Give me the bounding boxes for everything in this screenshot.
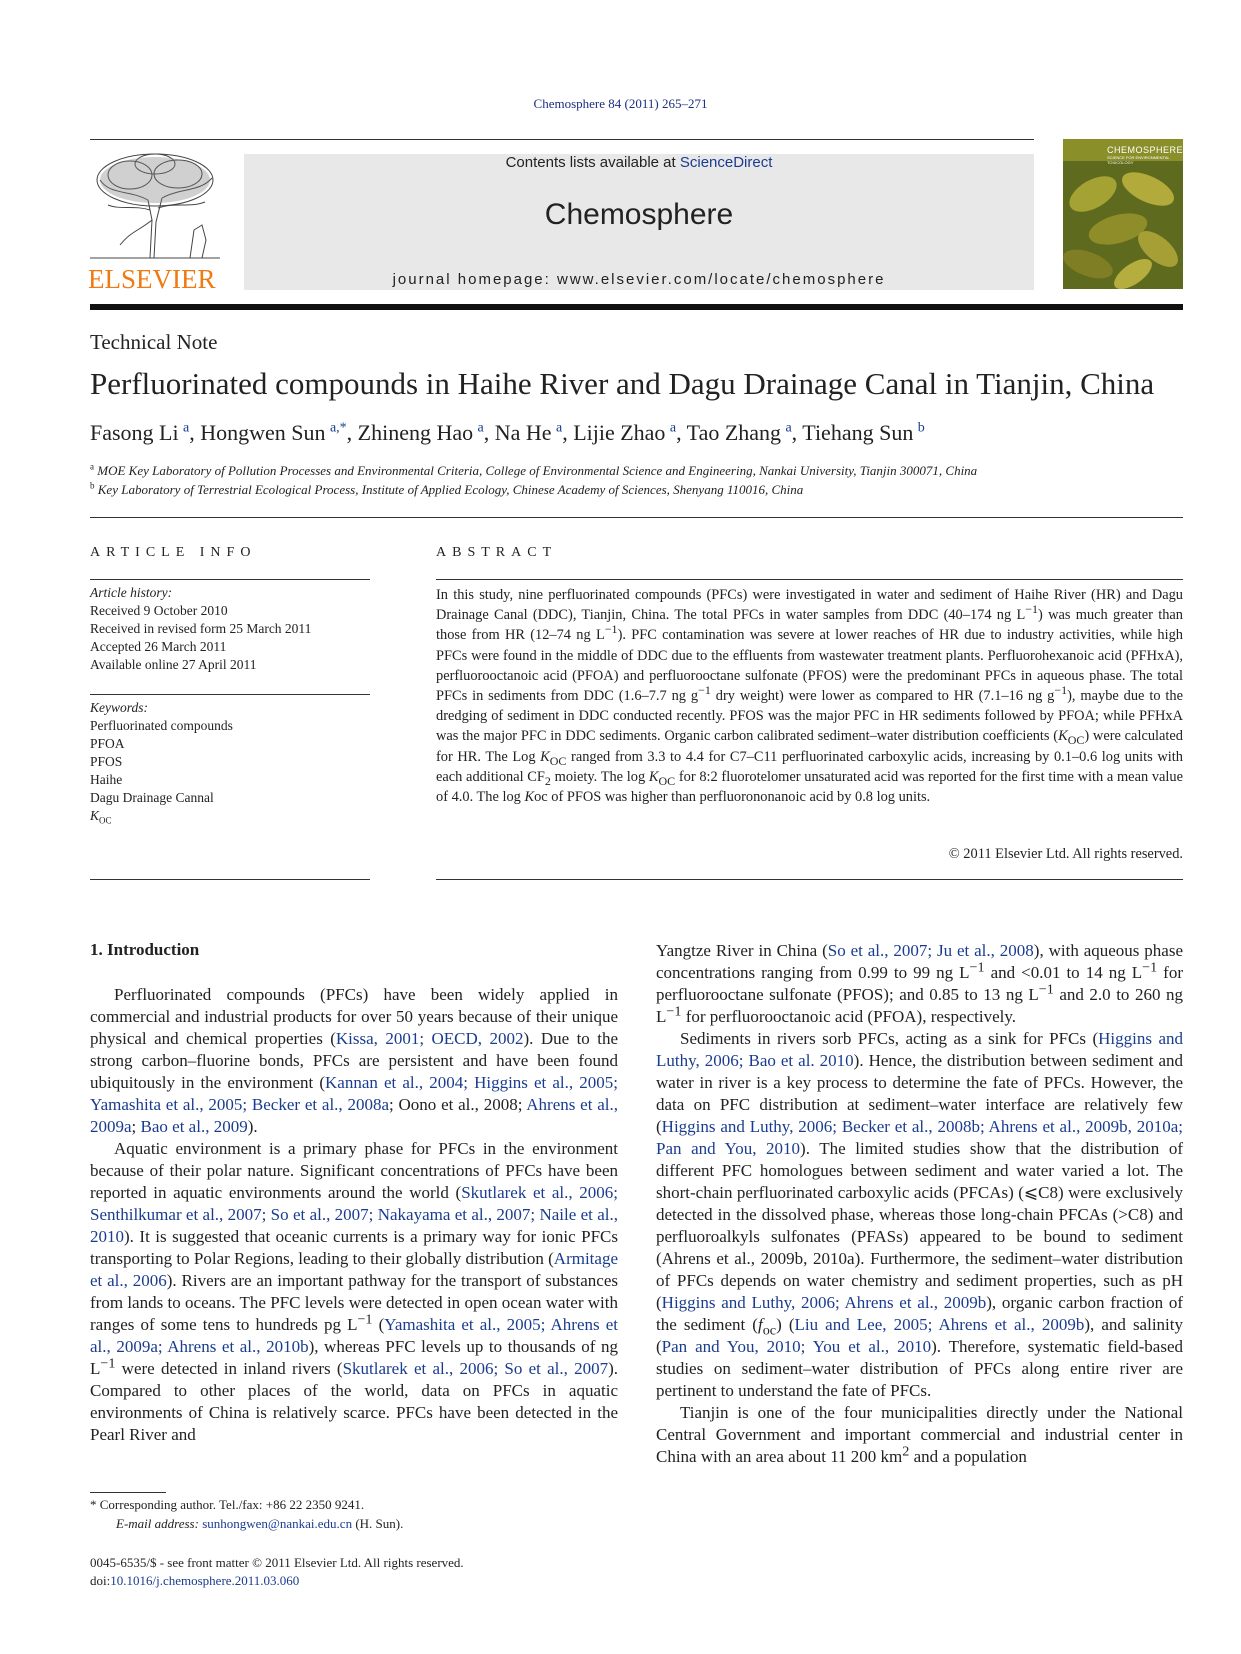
affiliation-rule — [90, 517, 1183, 518]
author-separator: , — [676, 420, 687, 445]
doi-link[interactable]: 10.1016/j.chemosphere.2011.03.060 — [110, 1573, 300, 1588]
author-separator: , — [346, 420, 358, 445]
contents-line — [244, 154, 1034, 171]
keyword: PFOS — [90, 754, 123, 769]
citation-link[interactable]: Kannan et al., 2004; Higgins et al., 2005; Yamashita et al., 2005; Becker et al., 2008a — [90, 1073, 618, 1114]
keyword: PFOA — [90, 736, 125, 751]
author-affiliation-mark[interactable]: a,* — [329, 420, 347, 436]
article-type: Technical Note — [90, 330, 218, 354]
header-rule — [90, 139, 1034, 140]
footnote-rule — [90, 1492, 166, 1493]
history-item: Received 9 October 2010 — [90, 603, 228, 618]
author-separator: , — [562, 420, 574, 445]
citation-link[interactable]: Liu and Lee, 2005; Ahrens et al., 2009b — [794, 1315, 1085, 1334]
article-info-rule — [90, 879, 370, 880]
author-name: Na He — [494, 420, 552, 445]
keyword — [90, 807, 233, 825]
journal-banner — [244, 154, 1034, 290]
citation-link[interactable]: Higgins and Luthy, 2006; Ahrens et al., 2009b — [661, 1293, 987, 1312]
abstract-heading: ABSTRACT — [436, 545, 558, 560]
author-name: Tao Zhang — [686, 420, 782, 445]
citation-link[interactable]: Skutlarek et al., 2006; Senthilkumar et al., 2007; So et al., 2007; Nakayama et al., 2007; Naile et al., 2010 — [90, 1183, 618, 1246]
article-info-rule — [90, 579, 370, 580]
citation-link[interactable]: So et al., 2007; Ju et al., 2008 — [827, 941, 1034, 960]
cover-title: CHEMOSPHERE — [1107, 145, 1184, 155]
affiliation-text: MOE Key Laboratory of Pollution Processes and Environmental Criteria, College of Environmental Science and Engineering, Nankai University, Tianjin 300071, China — [97, 463, 978, 478]
author-affiliation-mark[interactable]: a — [785, 420, 792, 436]
journal-citation[interactable]: Chemosphere 84 (2011) 265–271 — [533, 96, 708, 111]
citation-link[interactable]: Ahrens et al., 2009a — [90, 1095, 618, 1136]
citation-link[interactable]: Pan and You, 2010; You et al., 2010 — [661, 1337, 932, 1356]
author-name: Hongwen Sun — [200, 420, 326, 445]
citation-link[interactable]: Higgins and Luthy, 2006; Bao et al. 2010 — [656, 1029, 1183, 1070]
affiliation-b — [90, 482, 1180, 498]
keyword: Haihe — [90, 772, 123, 787]
abstract-text: In this study, nine perfluorinated compounds (PFCs) were investigated in water and sediment of Haihe River (HR) and Dagu Drainage Canal (DDC), Tianjin, China. The total PFCs in water samples from DDC (40–174 ng $L^{-1}$) was much greater than those from HR (12–74 ng $L^{-1}$). PFC contamination was severe at lower reaches of HR due to industry activities, while high PFCs were found in the middle of DDC due to the effluents from wastewater treatment plants. Perfluorohexanoic acid (PFHxA), perfluorooctanoic acid (PFOA) and perfluorooctane sulfonate (PFOS) were the predominant PFCs in aqueous phase. The total PFCs in sediments from DDC (1.6–7.7 ng $g^{-1}$ dry weight) were lower as compared to HR (7.1–16 ng $g^{-1}$), maybe due to the dredging of sediment in DDC conducted recently. PFOS was the major PFC in HR sediments followed by PFOA; while PFHxA was the major PFC in DDC sediments. Organic carbon calibrated sediment–water distribution coefficients $(K_{OC})$ were calculated for HR. The Log $K_{OC}$ ranged from 3.3 to 4.4 for C7–C11 perfluorinated carboxylic acids, increasing by 0.1–0.6 log units with each additional $CF_2$ moiety. The $\log K_{OC}$ for 8:2 fluorotelomer unsaturated acid was reported for the first time with a mean value of 4.0. The log Koc of PFOS was higher than perfluorononanoic acid by 0.8 log units. — [436, 587, 1184, 806]
paragraph: Yangtze River in China (So et al., 2007; Ju et al., 2008), with aqueous phase concentrations ranging from 0.99 to 99 ng $L^{-1}$ and <0.01 to 14 ng $L^{-1}$ for perfluorooctane sulfonate (PFOS); and 0.85 to 13 ng $L^{-1}$ and 2.0 to 260 ng $L^{-1}$ for perfluorooctanoic acid (PFOA), respectively. — [656, 941, 1183, 1026]
abstract-rule — [436, 579, 1183, 580]
keyword-koc-sub: OC — [99, 815, 112, 826]
email-note — [116, 1516, 403, 1532]
author-name: Tiehang Sun — [802, 420, 914, 445]
keyword: Perfluorinated compounds — [90, 718, 233, 733]
article-info-heading: ARTICLE INFO — [90, 545, 257, 560]
paragraph: Aquatic environment is a primary phase for PFCs in the environment because of their polar nature. Significant concentrations of PFCs have been reported in aquatic environments around the world (Skutlarek et al., 2006; Senthilkumar et al., 2007; So et al., 2007; Nakayama et al., 2007; Naile et al., 2010). It is suggested that oceanic currents is a primary way for ionic PFCs transporting to Polar Regions, leading to their globally distribution (Armitage et al., 2006). Rivers are an important pathway for the transport of substances from lands to oceans. The PFC levels were detected in open ocean water with ranges of some tens to hundreds pg $L^{-1}$ (Yamashita et al., 2005; Ahrens et al., 2009a; Ahrens et al., 2010b), whereas PFC levels up to thousands of ng $L^{-1}$ were detected in inland rivers (Skutlarek et al., 2006; So et al., 2007). Compared to other places of the world, data on PFCs in aquatic environments of China is relatively scarce. PFCs have been detected in the Pearl River and — [90, 1139, 619, 1444]
affiliation-a — [90, 463, 1180, 479]
author-separator: , — [189, 420, 201, 445]
affiliation-mark: a — [90, 461, 94, 472]
email-link[interactable]: sunhongwen@nankai.edu.cn — [202, 1516, 353, 1531]
keyword: Dagu Drainage Cannal — [90, 790, 214, 805]
paragraph: Perfluorinated compounds (PFCs) have been widely applied in commercial and industrial products for over 50 years because of their unique physical and chemical properties (Kissa, 2001; OECD, 2002). Due to the strong carbon–fluorine bonds, PFCs are persistent and have been found ubiquitously in the environment (Kannan et al., 2004; Higgins et al., 2005; Yamashita et al., 2005; Becker et al., 2008a; Oono et al., 2008; Ahrens et al., 2009a; Bao et al., 2009). — [90, 985, 618, 1136]
history-item: Received in revised form 25 March 2011 — [90, 621, 312, 636]
body-column-left — [90, 984, 618, 1446]
body-column-right — [656, 940, 1183, 1468]
author-affiliation-mark[interactable]: b — [917, 420, 925, 436]
doi-line — [90, 1573, 299, 1589]
corresponding-author-note: * Corresponding author. Tel./fax: +86 22 2350 9241. — [90, 1497, 365, 1512]
citation-link[interactable]: Armitage et al., 2006 — [90, 1249, 618, 1290]
author-name: Fasong Li — [90, 420, 179, 445]
article-history — [90, 584, 311, 674]
author-affiliation-mark[interactable]: a — [555, 420, 563, 436]
citation-link[interactable]: Bao et al., 2009 — [140, 1117, 248, 1136]
journal-cover-image — [1063, 139, 1183, 289]
author-separator: , — [791, 420, 803, 445]
paragraph: Sediments in rivers sorb PFCs, acting as a sink for PFCs (Higgins and Luthy, 2006; Bao et al. 2010). Hence, the distribution between sediment and water in river is a key process to determine the fate of PFCs. However, the data on PFC distribution at sediment–water interface are relatively few (Higgins and Luthy, 2006; Becker et al., 2008b; Ahrens et al., 2009b, 2010a; Pan and You, 2010). The limited studies show that the distribution of different PFC homologues between sediment and water varied a lot. The short-chain perfluorinated carboxylic acids (PFCAs) (⩽C8) were exclusively detected in the dissolved phase, whereas those long-chain PFCAs (>C8) and perfluoroalkyls sulfonates (PFASs) appeared to be bound to sediment (Ahrens et al., 2009b, 2010a). Furthermore, the sediment–water distribution of PFCs depends on water chemistry and sediment properties, such as pH (Higgins and Luthy, 2006; Ahrens et al., 2009b), organic carbon fraction of the sediment $(f_{oc})$ (Liu and Lee, 2005; Ahrens et al., 2009b), and salinity (Pan and You, 2010; You et al., 2010). Therefore, systematic field-based studies on sediment–water distribution of PFCs along entire river are pertinent to understand the fate of PFCs. — [656, 1029, 1184, 1400]
affiliation-mark: b — [90, 480, 95, 491]
citation-link[interactable]: Higgins and Luthy, 2006; Becker et al., 2008b; Ahrens et al., 2009b, 2010a; Pan and You, 2010 — [656, 1117, 1183, 1158]
doi-label: doi: — [90, 1573, 111, 1588]
abstract-copyright: © 2011 Elsevier Ltd. All rights reserved. — [948, 846, 1183, 862]
email-suffix: (H. Sun). — [352, 1516, 404, 1531]
article-title: Perfluorinated compounds in Haihe River and Dagu Drainage Canal in Tianjin, China — [90, 366, 1155, 401]
citation-link[interactable]: Kissa, 2001; OECD, 2002 — [335, 1029, 524, 1048]
journal-name: Chemosphere — [544, 198, 734, 231]
email-label: E-mail address: — [116, 1516, 199, 1531]
history-item: Accepted 26 March 2011 — [90, 639, 227, 654]
contents-prefix: Contents lists available at — [505, 154, 680, 171]
author-list — [90, 420, 925, 446]
affiliation-text: Key Laboratory of Terrestrial Ecological Process, Institute of Applied Ecology, Chinese Academy of Sciences, Shenyang 110016, China — [97, 482, 804, 497]
journal-homepage[interactable]: journal homepage: www.elsevier.com/locate/chemosphere — [392, 271, 886, 288]
citation-link[interactable]: Skutlarek et al., 2006; So et al., 2007 — [342, 1359, 609, 1378]
header-thick-rule — [90, 304, 1183, 310]
author-affiliation-mark[interactable]: a — [669, 420, 677, 436]
history-item: Available online 27 April 2011 — [90, 657, 257, 672]
keyword-koc: K — [90, 808, 100, 823]
keywords-label: Keywords: — [90, 700, 148, 715]
author-affiliation-mark[interactable]: a — [477, 420, 484, 436]
issn-line: 0045-6535/$ - see front matter © 2011 Elsevier Ltd. All rights reserved. — [90, 1555, 464, 1570]
abstract-rule — [436, 879, 1183, 880]
section-heading: 1. Introduction — [90, 940, 200, 959]
author-affiliation-mark[interactable]: a — [183, 420, 190, 436]
author-name: Zhineng Hao — [357, 420, 474, 445]
history-label: Article history: — [90, 585, 173, 600]
keyword-list — [90, 699, 233, 825]
citation-link[interactable]: Yamashita et al., 2005; Ahrens et al., 2009a; Ahrens et al., 2010b — [90, 1315, 618, 1356]
paragraph: Tianjin is one of the four municipalities directly under the National Central Government and important commercial and industrial center in China with an area about 11 200 $km^2$ and a population — [656, 1403, 1183, 1466]
sciencedirect-link[interactable]: ScienceDirect — [679, 154, 773, 171]
elsevier-wordmark: ELSEVIER — [88, 264, 216, 294]
cover-subtitle: SCIENCE FOR ENVIRONMENTAL TOXICOLOGY — [1107, 155, 1170, 165]
author-name: Lijie Zhao — [573, 420, 666, 445]
author-separator: , — [483, 420, 495, 445]
article-info-rule — [90, 694, 370, 695]
